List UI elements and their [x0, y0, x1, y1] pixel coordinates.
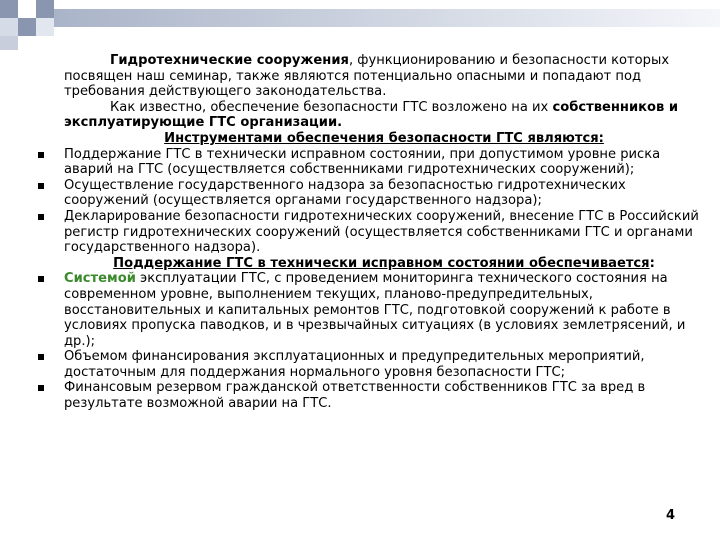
page-number: 4 [666, 508, 676, 523]
decor-square [18, 18, 36, 36]
list-item: Осуществление государственного надзора за безопасностью гидротехнических сооружений (осуществляется органами государственного надзора); [36, 178, 704, 209]
intro-text: , функционированию и безопасности которых посвящен наш семинар, также являются потенциально опасными и попадают под требования действующего законодательства. [64, 53, 670, 100]
slide-body [36, 53, 704, 412]
support-heading-colon: : [649, 255, 655, 271]
decor-bar [54, 9, 720, 27]
owners-text: Как известно, обеспечение безопасности ГТС возложено на их [110, 99, 553, 115]
instruments-heading-text: Инструментами обеспечения безопасности ГТС являются: [164, 130, 604, 146]
support-heading-text: Поддержание ГТС в технически исправном состоянии обеспечивается [113, 255, 650, 271]
list-item: Объемом финансирования эксплуатационных и предупредительных мероприятий, достаточным для поддержания нормального уровня безопасности ГТС; [36, 349, 704, 380]
list-item: Финансовым резервом гражданской ответственности собственников ГТС за вред в результате возможной аварии на ГТС. [36, 380, 704, 411]
system-text: эксплуатации ГТС, с проведением мониторинга технического состояния на современном уровне, выполнением текущих, планово-предупредительных, восстановительных и капитальных ремонтов ГТС, подготовкой сооружений к работе в условиях пропуска паводков, и в чрезвычайных ситуациях (в условиях землетрясений, и др.); [64, 271, 686, 349]
owners-bold: собственников и эксплуатирующие ГТС организации. [64, 99, 679, 131]
header-decoration [0, 0, 720, 50]
decor-square [36, 0, 54, 18]
decor-square [0, 36, 18, 50]
list-item: Декларирование безопасности гидротехнических сооружений, внесение ГТС в Российский регистр гидротехнических сооружений (осуществляется собственниками ГТС и органами государственного надзора). [36, 209, 704, 256]
list-item: Поддержание ГТС в технически исправном состоянии, при допустимом уровне риска аварий на ГТС (осуществляется собственниками гидротехнических сооружений); [36, 147, 704, 178]
decor-square [36, 18, 54, 36]
owners-paragraph [36, 100, 704, 131]
list-item [36, 271, 704, 349]
instruments-heading [36, 131, 704, 147]
decor-square [0, 18, 18, 36]
intro-bold: Гидротехнические сооружения [110, 53, 349, 68]
decor-square [0, 0, 18, 18]
intro-paragraph [36, 53, 704, 100]
system-highlight: Системой [64, 271, 136, 287]
support-heading [36, 256, 704, 272]
